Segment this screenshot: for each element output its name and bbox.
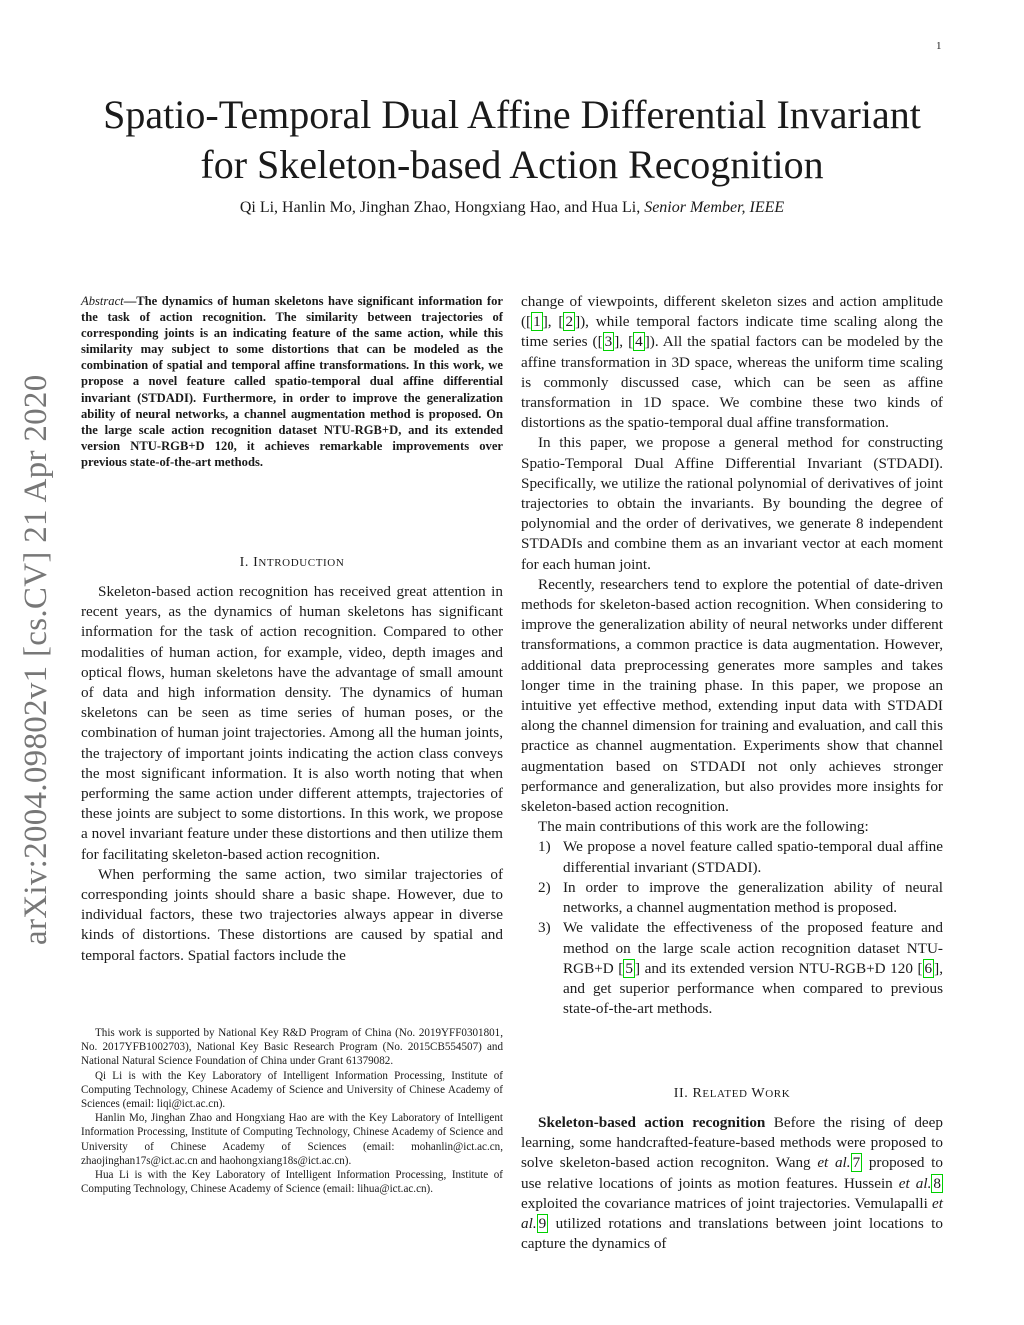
right-column-body [521, 292, 943, 1019]
abstract-text: —The dynamics of human skeletons have significant information for the task of action recognition. The similarity between trajectories of corresponding joints is an indicating feature of the same action, while this similarity may subject to some distortions that can be modeled as the combination of spatial and temporal affine transformations. In this work, we propose a novel feature called spatio-temporal dual affine differential invariant (STDADI). Furthermore, in order to improve the generalization ability of neural networks, a channel augmentation method is proposed. On the large scale action recognition dataset NTU-RGB+D, and its extended version NTU-RGB+D 120, it achieves remarkable improvements over previous state-of-the-art methods. [81, 294, 503, 469]
heading-smallcaps: NTRODUCTION [258, 557, 345, 569]
text-run: change of viewpoints, different skeleton sizes and action amplitude ([ [521, 293, 943, 331]
author-membership: Senior Member, IEEE [644, 199, 785, 216]
intro-paragraph-3 [521, 292, 943, 433]
citation-link[interactable]: 9 [538, 1215, 547, 1233]
contributions-intro: The main contributions of this work are the following: [538, 818, 869, 836]
intro-paragraph-5: Recently, researchers tend to explore the potential of date-driven methods for skeleton-based action recognition. When considering to improve the generalization ability of neural networks under different transformations, a common practice is data augmentation. However, additional data preprocessing generates more samples and takes longer time in the training phase. In this paper, we propose an intuitive yet effective method, extending input data with STDADI along the channel dimension for training and evaluation, and call this practice as channel augmentation. Experiments show that channel augmentation based on STDADI not only achieves stronger performance and generalization, but also provides more insights for skeleton-based action recognition. [521, 575, 943, 816]
contribution-text: ], and get superior performance when compared to previous state-of-the-art methods. [563, 959, 943, 1018]
citation-link[interactable]: 2 [565, 313, 574, 331]
paper-title [70, 90, 954, 190]
heading-capital: I [253, 555, 259, 570]
contribution-item [521, 837, 943, 877]
text-run: ]). All the spatial factors can be modeled by the affine transformation in 3D space, whereas the uniform time scaling is commonly discussed case, which can be seen as affine transformation in 1D space. We combine these two kinds of distortions as the spatio-temporal dual affine transformation. [521, 333, 943, 432]
et-al: et al. [898, 1174, 932, 1192]
contributions-list [521, 837, 943, 1019]
list-number: 1) [538, 838, 551, 856]
page-number: 1 [936, 40, 942, 52]
title-line-2: for Skeleton-based Action Recognition [200, 142, 824, 187]
text-run: exploited the covariance matrices of joint trajectories. Vemulapalli [521, 1194, 933, 1212]
text-run: proposed to use relative locations of joints as motion features. Hussein [521, 1154, 943, 1192]
left-column-body [81, 582, 503, 966]
contribution-text: In order to improve the generalization ability of neural networks, a channel augmentation method is proposed. [563, 878, 943, 917]
list-number: 3) [538, 919, 551, 937]
footnote-hua-li: Hua Li is with the Key Laboratory of Intelligent Information Processing, Institute of Computing Technology, Chinese Academy of Science (email: lihua@ict.ac.cn). [81, 1169, 503, 1196]
runin-heading: Skeleton-based action recognition [538, 1114, 766, 1131]
et-al: et al. [521, 1194, 943, 1233]
heading-smallcaps: ELATED [702, 1088, 748, 1100]
intro-paragraph-1: Skeleton-based action recognition has received great attention in recent years, as the dynamics of human skeletons has significant information for the task of action recognition. Compared to other modalities of human action, for example, video, depth images and optical flows, human skeletons have the advantage of small amount of data and high information density. The dynamics of human skeletons can be seen as time series of human poses, or the combination of human joint trajectories. Among all the human joints, the trajectory of important joints indicating the action class conveys the most significant information. It is also worth noting that when performing the same action under different attempts, trajectories of these joints are subject to some distortions. In this work, we propose a novel invariant feature under these distortions and then utilize them for facilitating skeleton-based action recognition. [81, 583, 503, 863]
section-number: II. [673, 1086, 689, 1101]
text-run: Before the rising of deep learning, some handcrafted-feature-based methods were proposed to solve skeleton-based action recogniton. Wang [521, 1114, 943, 1172]
list-number: 2) [538, 878, 551, 896]
abstract [81, 293, 503, 470]
citation-link[interactable]: 1 [533, 313, 541, 331]
author-list [70, 199, 954, 217]
intro-paragraph-4: In this paper, we propose a general method for constructing Spatio-Temporal Dual Affine Differential Invariant (STDADI). Specifically, we utilize the rational polynomial of derivatives of joint trajectories to obtain the invariants. By bounding the degree of polynomial and the order of derivatives, we generate 8 independent STDADIs and combine them as an invariant vector at each moment for each human joint. [521, 434, 943, 573]
text-run: ], [ [614, 333, 634, 351]
text-run: ]), while temporal factors indicate time scaling along the time series ([ [521, 313, 943, 351]
footnotes [81, 1026, 503, 1196]
text-run: ], [ [542, 313, 564, 331]
footnote-qi-li: Qi Li is with the Key Laboratory of Intelligent Information Processing, Institute of Computing Technology, Chinese Academy of Science and University of Chinese Academy of Sciences (email: liqi@ict.ac.cn). [81, 1069, 503, 1111]
author-names: Qi Li, Hanlin Mo, Jinghan Zhao, Hongxiang Hao, and Hua Li, [239, 199, 641, 216]
et-al: et al. [817, 1154, 851, 1172]
title-line-1: Spatio-Temporal Dual Affine Differential Invariant [103, 92, 921, 137]
citation-link[interactable]: 3 [604, 333, 613, 351]
related-work-paragraph [521, 1113, 943, 1254]
heading-capital: R [692, 1086, 703, 1101]
text-run: utilized rotations and translations between joint locations to capture the dynamics of [521, 1215, 943, 1253]
section-related-work-heading [521, 1086, 943, 1102]
citation-link[interactable]: 5 [625, 959, 633, 977]
contribution-text: We propose a novel feature called spatio-temporal dual affine differential invariant (STDADI). [563, 838, 943, 876]
citation-link[interactable]: 4 [635, 333, 643, 351]
section-introduction-heading [81, 555, 503, 571]
citation-link[interactable]: 7 [852, 1154, 861, 1172]
citation-link[interactable]: 8 [933, 1174, 941, 1192]
abstract-lead: Abstract [81, 294, 124, 308]
contribution-item [521, 878, 943, 918]
contribution-text: We validate the effectiveness of the proposed feature and method on the large scale action recognition dataset NTU-RGB+D [ [563, 919, 943, 977]
contribution-text: ] and its extended version NTU-RGB+D 120 [ [634, 959, 923, 977]
citation-link[interactable]: 6 [924, 959, 933, 977]
heading-smallcaps: ORK [765, 1088, 791, 1100]
footnote-coauthors: Hanlin Mo, Jinghan Zhao and Hongxiang Hao are with the Key Laboratory of Intelligent Information Processing, Institute of Computing Technology, Chinese Academy of Science and University of Chinese Academy of Sciences (email: mohanlin@ict.ac.cn, zhaojinghan17s@ict.ac.cn and haohongxiang18s@ict.ac.cn). [81, 1112, 503, 1167]
contribution-item [521, 918, 943, 1019]
footnote-funding: This work is supported by National Key R&D Program of China (No. 2019YFF0301801, No. 2017YFB1002703), National Key Basic Research Program (No. 2015CB554507) and National Natural Science Foundation of China under Grant 61379082. [81, 1027, 503, 1068]
related-work-body [521, 1113, 943, 1254]
heading-capital: W [751, 1086, 766, 1101]
arxiv-stamp: arXiv:2004.09802v1 [cs.CV] 21 Apr 2020 [18, 374, 54, 945]
intro-paragraph-2: When performing the same action, two similar trajectories of corresponding joints should share a basic shape. However, due to individual factors, these two trajectories always appear in diverse kinds of distortions. These distortions are caused by spatial and temporal factors. Spatial factors include the [81, 865, 503, 964]
section-number: I. [239, 555, 249, 570]
